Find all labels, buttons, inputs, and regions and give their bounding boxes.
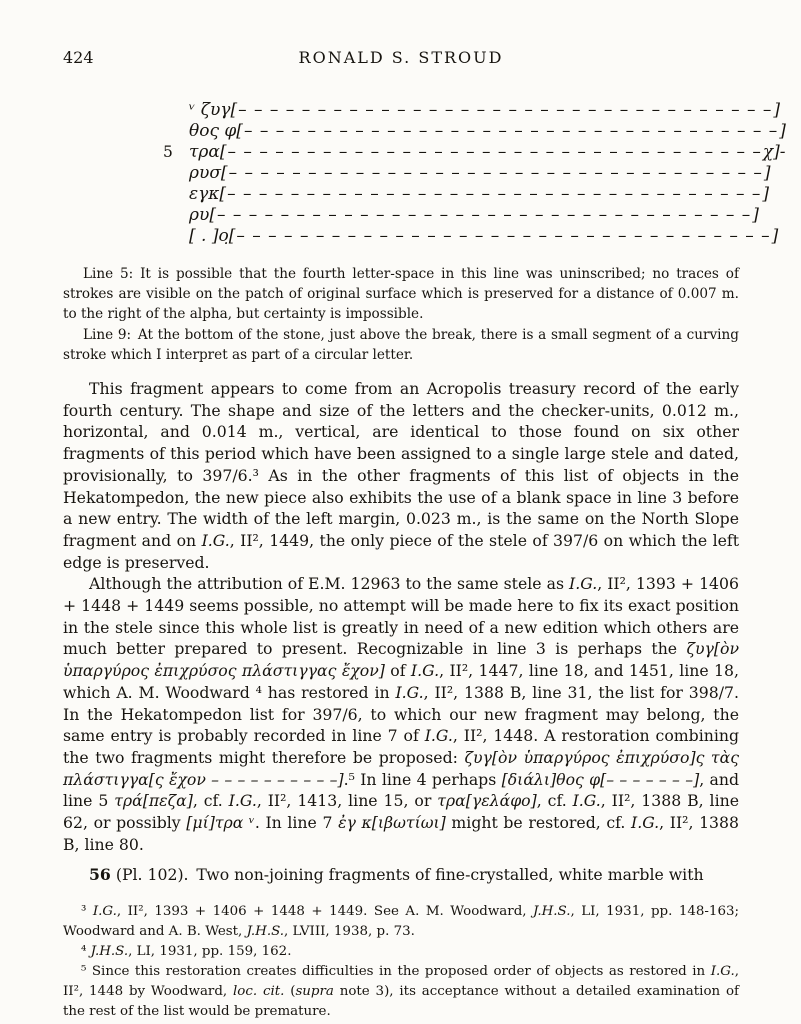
inscription-line (163, 121, 786, 142)
inscription-line (163, 226, 779, 247)
inscription-text: εγκ[ (189, 184, 227, 204)
inscription-text: [ . ]ο̣[ (189, 226, 236, 246)
lacuna-dashes: – – – – – – – – – – – – – – – – – – – – – – – – – – – – – – – – – – (227, 142, 762, 162)
lacuna-dashes: – – – – – – – – – – – – – – – – – – – – – – – – – – – – – – – – – – (227, 184, 762, 204)
inscription-line-end: ] (763, 163, 771, 183)
inscription-line-end: ] (752, 205, 759, 225)
lacuna-dashes: – – – – – – – – – – – – – – – – – – – – – – – – – – – – – – – – – – (216, 205, 752, 225)
lacuna-dashes: – – – – – – – – – – – – – – – – – – – – – – – – – – – – – – – – – – (243, 121, 779, 141)
inscription-text: θος φ[ (189, 121, 243, 141)
footnote-4: ⁴ J.H.S., LI, 1931, pp. 159, 162. (81, 944, 292, 960)
inscription-line (163, 100, 781, 121)
page-number: 424 (63, 48, 94, 67)
inscription-line-end: ] (779, 121, 786, 141)
inscription-line-end: ] (771, 226, 779, 246)
lacuna-dashes: – – – – – – – – – – – – – – – – – – – – – – – – – – – – – – – – – – (236, 226, 771, 246)
apparatus-note-line5: Line 5: It is possible that the fourth letter-space in this line was uninscribed; no traces of strokes are visible on the patch of original surface which is preserved for a distance of 0.007 m. to the right of the alpha, but certainty is impossible. (63, 266, 739, 323)
inscription-line (163, 205, 759, 226)
footnotes (63, 902, 739, 1022)
lacuna-dashes: – – – – – – – – – – – – – – – – – – – – – – – – – – – – – – – – – – (238, 100, 773, 120)
paragraph-attribution-discussion: Although the attribution of E.M. 12963 to the same stele as I.G., II², 1393 + 1406 + 1448 + 1449 seems possible, no attempt will be made here to fix its exact position in the stele since this whole list is greatly in need of a new edition which others are much better prepared to present. Recognizable in line 3 is perhaps the ζυγ[ὸν ὑπαργύρος ἐπιχρύσος πλάστιγγας ἔχον] of I.G., II², 1447, line 18, and 1451, line 18, which A. M. Woodward ⁴ has restored in I.G., II², 1388 B, line 31, the list for 398/7. In the Hekatompedon list for 397/6, to which our new fragment may belong, the same entry is probably recorded in line 7 of I.G., II², 1448. A restoration combining the two fragments might therefore be proposed: ζυγ[ὸν ὑπαργύρος ἐπιχρύσο]ς τὰς πλάστιγγα[ς ἔχον – – – – – – – – – –].⁵ In line 4 perhaps [διάλι]θος φ[– – – – – – –], and line 5 τρά[πεζα], cf. I.G., II², 1413, line 15, or τρα[γελάφο], cf. I.G., II², 1388 B, line 62, or possibly [μί]τρα ᵛ. In line 7 ἐγ κ[ιβωτίωι] might be restored, cf. I.G., II², 1388 B, line 80. (63, 574, 740, 854)
inscription-line-end: ] (762, 184, 770, 204)
body-text (63, 378, 739, 886)
paragraph-entry-56: 56 (Pl. 102). Two non-joining fragments of fine-crystalled, white marble with (89, 865, 704, 885)
inscription-line (163, 163, 771, 184)
inscription-line-end: χ]- (762, 142, 786, 162)
footnote-3: ³ I.G., II², 1393 + 1406 + 1448 + 1449. See A. M. Woodward, J.H.S., LI, 1931, pp. 148-163; Woodward and A. B. West, J.H.S., LVIII, 1938, p. 73. (63, 904, 739, 940)
inscription-text: ρυ[ (189, 205, 216, 225)
page-header (63, 48, 739, 70)
apparatus-note-line9: Line 9: At the bottom of the stone, just above the break, there is a small segment of a curving stroke which I interpret as part of a circular letter. (63, 326, 739, 363)
line-number: 5 (163, 143, 173, 161)
paragraph-fragment-description: This fragment appears to come from an Acropolis treasury record of the early fourth century. The shape and size of the letters and the checker-units, 0.012 m., horizontal, and 0.014 m., vertical, are identical to those found on six other fragments of this period which have been assigned to a single large stele and dated, provisionally, to 397/6.³ As in the other fragments of this list of objects in the Hekatompedon, the new piece also exhibits the use of a blank space in line 3 before a new entry. The width of the left margin, 0.023 m., is the same on the North Slope fragment and on I.G., II², 1449, the only piece of the stele of 397/6 on which the left edge is preserved. (63, 379, 740, 572)
lacuna-dashes: – – – – – – – – – – – – – – – – – – – – – – – – – – – – – – – – – – (228, 163, 763, 183)
inscription-line (163, 184, 770, 205)
inscription-text: τρα[ (189, 142, 227, 162)
inscription-text: ᵛ ζυγ[ (189, 100, 238, 120)
inscription-text: ρυσ[ (189, 163, 228, 183)
footnote-5: ⁵ Since this restoration creates difficulties in the proposed order of objects as restored in I.G., II², 1448 by Woodward, loc. cit. (supra note 3), its acceptance without a detailed examination of the rest of the list would be premature. (63, 964, 739, 1020)
apparatus-notes (63, 264, 739, 365)
inscription-line (163, 142, 786, 163)
inscription-line-end: ] (773, 100, 781, 120)
running-head: RONALD S. STROUD (298, 48, 504, 67)
inscription-block (163, 100, 786, 247)
